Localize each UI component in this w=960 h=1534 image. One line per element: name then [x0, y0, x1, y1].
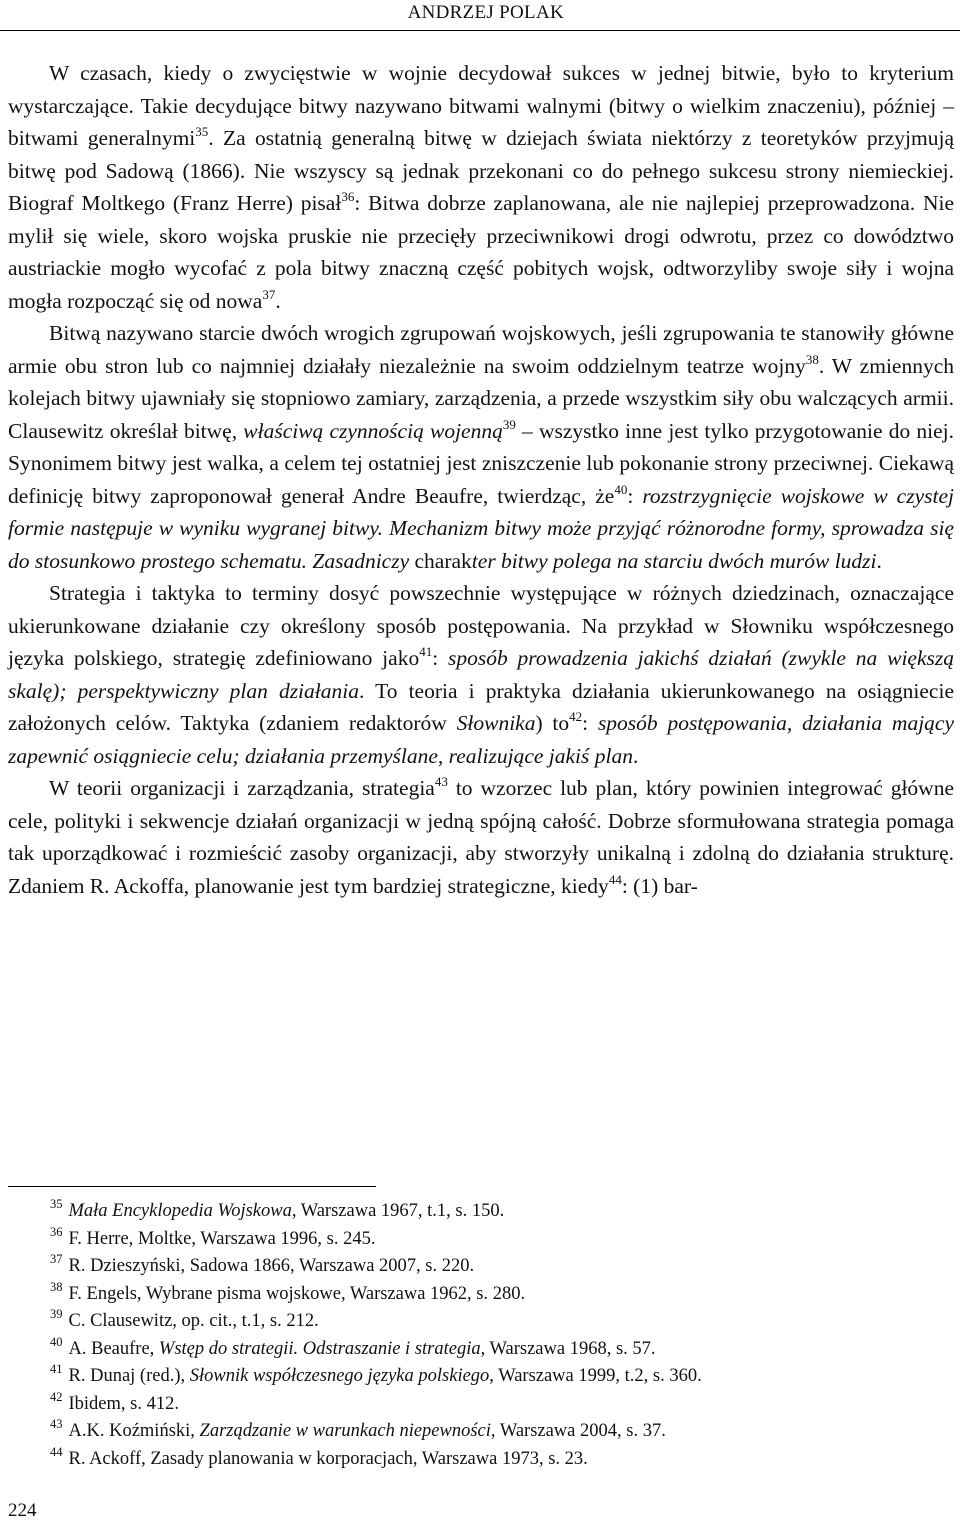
italic-run: Słownik współczesnego języka polskiego [189, 1366, 490, 1386]
text-run: Strategia i taktyka to terminy dosyć powszechnie występujące w różnych dziedzinach, oznaczające ukierunkowane działanie czy określony sposób postępowania. Na przykład w Słowniku współczesnego języka polskiego, strategię zdefiniowano jako [8, 581, 954, 670]
footnote-41 [50, 1363, 950, 1391]
footnote-ref: 38 [805, 351, 819, 367]
text-run: , Warszawa 2004, s. 37. [490, 1421, 666, 1441]
italic-run: właściwą czynnością wojenną [243, 418, 503, 443]
text-run: : Bitwa dobrze zaplanowana, ale nie najlepiej przeprowadzona. Nie mylił się wiele, skoro wojska pruskie nie przecięły przeciwnikowi drogi odwrotu, przez co dowództwo austriackie mogło wycofać z pola bitwy znaczną część pobitych wojsk, odtworzyliby swoje siły i wojna mogła rozpocząć się od nowa [8, 191, 954, 313]
footnote-number: 41 [50, 1362, 63, 1376]
paragraph-2 [8, 317, 954, 577]
footnote-number: 42 [50, 1389, 63, 1404]
footnote-ref: 37 [262, 286, 276, 302]
text-run: Ibidem, s. 412. [68, 1393, 179, 1414]
footnote-ref: 44 [608, 871, 622, 887]
text-run: . W zmiennych kolejach bitwy ujawniały się stopniowo zamiary, zarządzenia, a przede wszystkim siły obu walczących armii. Clausewitz określał bitwę, [8, 353, 955, 443]
text-run: to wzorzec lub plan, który powinien integrować główne cele, polityki i sekwencje działań organizacji w jedną spójną całość. Dobrze sformułowana strategia pomaga tak uporządkować i rozmieścić zasoby organizacji, aby stworzyły unikalną i zdolną do działania strukturę. Zdaniem R. Ackoffa, planowanie jest tym bardziej strategiczne, kiedy [8, 776, 954, 898]
footnote-ref: 35 [195, 124, 209, 139]
text-run: . [876, 548, 882, 573]
footnote-ref: 39 [502, 416, 516, 432]
text-run: Bitwą nazywano starcie dwóch wrogich zgrupowań wojskowych, jeśli zgrupowania te stanowiły główne armie obu stron lub co najmniej działały niezależnie na swoim oddzielnym teatrze wojny [8, 321, 954, 378]
footnote-36 [50, 1226, 950, 1254]
text-run: . Za ostatnią generalną bitwę w dziejach świata niektórzy z teoretyków przyjmują bitwę pod Sadową (1866). Nie wszyscy są jednak przekonani co do pełnego sukcesu strony niemieckiej. Biograf Moltkego (Franz Herre) pisał [8, 126, 955, 215]
text-run: C. Clausewitz, op. cit., t.1, s. 212. [68, 1311, 319, 1331]
italic-run: Mała Encyklopedia Wojskowa [68, 1201, 292, 1221]
main-text [8, 57, 954, 902]
footnote-number: 36 [50, 1224, 63, 1239]
text-run: . [632, 743, 639, 768]
footnotes [50, 1198, 950, 1473]
footnote-separator [8, 1186, 376, 1187]
footnote-ref: 41 [419, 644, 433, 659]
italic-run: ter bitwy polega na starciu dwóch murów ludzi [471, 548, 877, 573]
footnote-number: 37 [50, 1252, 63, 1266]
footnote-43 [50, 1418, 950, 1446]
footnote-38 [50, 1281, 950, 1309]
text-run: R. Dunaj (red.), [68, 1366, 190, 1386]
footnote-number: 40 [50, 1334, 63, 1349]
footnote-39 [50, 1308, 950, 1336]
footnote-ref: 42 [569, 709, 583, 724]
italic-run: rozstrzygnięcie wojskowe w czystej formie następuje w wyniku wygranej bitwy. Mechanizm bitwy może przyjąć różnorodne formy, sprowadza się do stosunkowo prostego schematu. Zasadniczy [8, 483, 954, 573]
footnote-ref: 43 [434, 774, 448, 789]
paragraph-1 [8, 57, 954, 317]
italic-run: sposób prowadzenia jakichś działań (zwykle na większą skalę); perspektywiczny plan działania [8, 646, 954, 703]
text-run: A. Beaufre, [68, 1338, 159, 1359]
footnote-42 [50, 1391, 950, 1419]
footnote-number: 39 [50, 1307, 63, 1321]
text-run: W czasach, kiedy o zwycięstwie w wojnie decydował sukces w jednej bitwie, było to kryterium wystarczające. Takie decydujące bitwy nazywano bitwami walnymi (bitwy o wielkim znaczeniu), później – bitwami generalnymi [8, 61, 954, 150]
footnote-35 [50, 1198, 950, 1226]
page-number: 224 [8, 1500, 37, 1521]
italic-run: Zarządzanie w warunkach niepewności [199, 1421, 491, 1441]
italic-run: Słownika [456, 711, 536, 735]
running-header [0, 0, 960, 31]
text-run: A.K. Koźmiński, [68, 1421, 200, 1441]
footnote-number: 44 [50, 1444, 63, 1459]
text-run: F. Engels, Wybrane pisma wojskowe, Warszawa 1962, s. 280. [68, 1283, 526, 1304]
footnote-37 [50, 1253, 950, 1281]
footnote-number: 43 [50, 1417, 63, 1431]
italic-run: sposób postępowania, działania mający zapewnić osiągniecie celu; działania przemyślane, realizujące jakiś plan [8, 711, 954, 768]
paragraph-3 [8, 577, 954, 772]
italic-run: Wstęp do strategii. Odstraszanie i strategia [158, 1338, 481, 1359]
paragraph-4 [8, 772, 954, 902]
text-run: : [582, 711, 598, 735]
text-run: , Warszawa 1967, t.1, s. 150. [291, 1201, 505, 1221]
text-run: R. Ackoff, Zasady planowania w korporacjach, Warszawa 1973, s. 23. [68, 1448, 588, 1469]
text-run: : [432, 646, 448, 670]
text-run: R. Dzieszyński, Sadowa 1866, Warszawa 2007, s. 220. [68, 1256, 475, 1276]
header-author: ANDRZEJ POLAK [407, 2, 564, 23]
text-run: : (1) bar- [621, 873, 698, 898]
text-run: . [275, 288, 281, 313]
text-run: – wszystko inne jest tylko przygotowanie do niej. Synonimem bitwy jest walka, a celem tej ostatniej jest zniszczenie lub pokonanie strony przeciwnej. Ciekawą definicję bitwy zaproponował generał Andre Beaufre, twierdząc, że [8, 418, 954, 508]
text-run: F. Herre, Moltke, Warszawa 1996, s. 245. [68, 1228, 376, 1249]
text-run: , Warszawa 1999, t.2, s. 360. [489, 1366, 702, 1386]
text-run: ) to [535, 711, 570, 735]
text-run: charak [409, 548, 472, 573]
footnote-ref: 36 [341, 189, 355, 204]
footnote-number: 35 [50, 1197, 63, 1211]
text-run: : [627, 483, 643, 508]
footnote-number: 38 [50, 1279, 63, 1294]
footnote-44 [50, 1446, 950, 1474]
text-run: W teorii organizacji i zarządzania, strategia [49, 776, 435, 800]
text-run: , Warszawa 1968, s. 57. [480, 1338, 656, 1359]
footnote-ref: 40 [614, 481, 628, 497]
footnote-40 [50, 1336, 950, 1364]
text-run: . To teoria i praktyka działania ukierunkowanego na osiągniecie założonych celów. Taktyka (zdaniem redaktorów [8, 678, 954, 735]
